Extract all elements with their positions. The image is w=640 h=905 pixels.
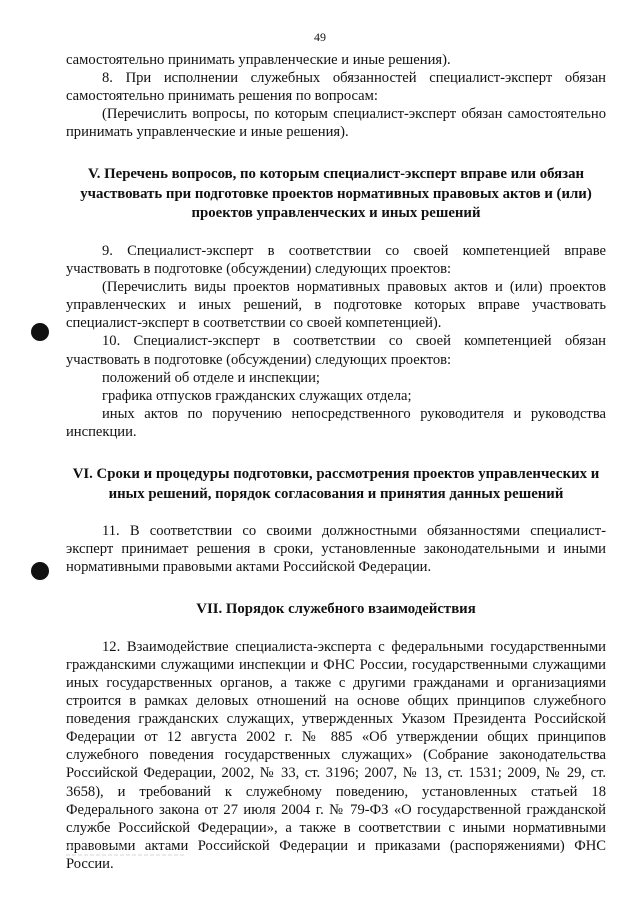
paragraph: графика отпусков гражданских служащих отдела; <box>102 387 412 404</box>
punch-hole-bottom <box>31 562 49 580</box>
paragraph: 11. В соответствии со своими должностными обязанностями специалист-эксперт принимает решения в сроки, установленные законодательными и иными нормативными правовыми актами Российской Федерации. <box>66 523 606 576</box>
section-heading-7: VII. Порядок служебного взаимодействия <box>196 601 476 618</box>
paragraph: 9. Специалист-эксперт в соответствии со своей компетенцией вправе участвовать в подготовке (обсуждении) следующих проектов: <box>66 242 606 278</box>
paragraph: 10. Специалист-эксперт в соответствии со своей компетенцией обязан участвовать в подготовке (обсуждении) следующих проектов: <box>66 333 606 368</box>
paragraph: самостоятельно принимать управленческие и иные решения). <box>66 52 451 68</box>
paragraph: 8. При исполнении служебных обязанностей специалист-эксперт обязан самостоятельно принимать решения по вопросам: <box>66 70 606 105</box>
paragraph: (Перечислить вопросы, по которым специалист-эксперт обязан самостоятельно принимать управленческие и иные решения). <box>66 106 606 141</box>
faint-scan-stamp <box>66 842 186 865</box>
paragraph: 12. Взаимодействие специалиста-эксперта с федеральными государственными гражданскими служащими инспекции и ФНС России, государственными служащими иных государственных органов, а также с другими гражданами и организациями строится в рамках деловых отношений на основе общих принципов служебного поведения гражданских служащих, утвержденных Указом Президента Российской Федерации от 12 августа 2002 г. № 885 «Об утверждении общих принципов служебного поведения государственных служащих» (Собрание законодательства Российской Федерации, 2002, № 33, ст. 3196; 2007, № 13, ст. 1531; 2009, № 29, ст. 3658), и требований к служебному поведению, установленных статьей 18 Федерального закона от 27 июля 2004 г. № 79-ФЗ «О государственной гражданской службе Российской Федерации», а также в соответствии с иными нормативными правовыми актами Российской Федерации и приказами (распоряжениями) ФНС России. <box>66 638 606 872</box>
paragraph: положений об отделе и инспекции; <box>102 369 320 386</box>
section-heading-5: V. Перечень вопросов, по которым специалист-эксперт вправе или обязан участвовать при подготовке проектов нормативных правовых актов и (или) проектов управленческих и иных решений <box>80 166 592 222</box>
document-body <box>66 51 606 873</box>
section-heading-6: VI. Сроки и процедуры подготовки, рассмотрения проектов управленческих и иных решений, порядок согласования и принятия данных решений <box>72 466 600 502</box>
page-number: 49 <box>314 30 326 44</box>
punch-hole-top <box>31 323 49 341</box>
paragraph: (Перечислить виды проектов нормативных правовых актов и (или) проектов управленческих и иных решений, в подготовке которых вправе участвовать специалист-эксперт в соответствии со своей компетенцией). <box>66 279 606 332</box>
paragraph: иных актов по поручению непосредственного руководителя и руководства инспекции. <box>66 405 606 440</box>
